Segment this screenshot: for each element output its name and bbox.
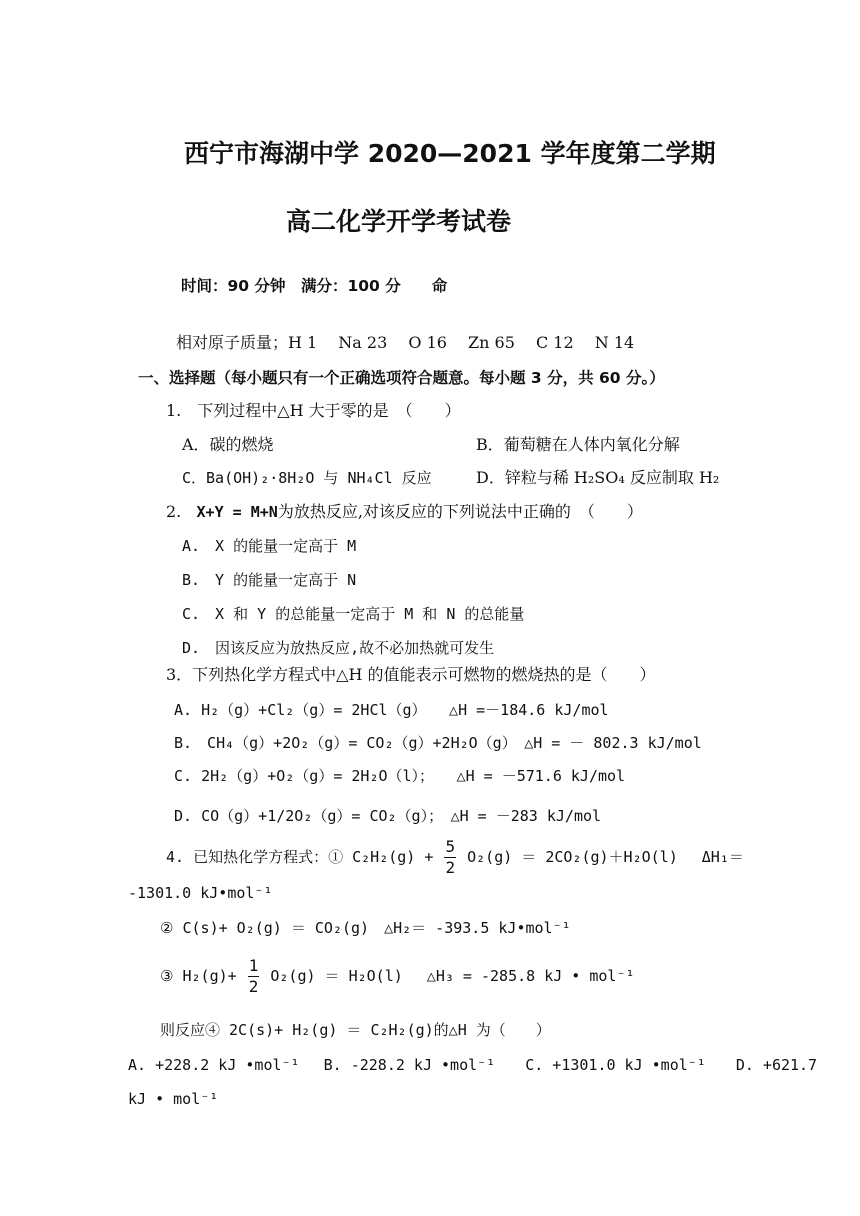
question-3-option-d: D. CO（g）+1/2O₂（g）= CO₂（g）； △H = －283 kJ/mol: [174, 807, 602, 825]
question-4-equation-2: ② C(s)+ O₂(g) ＝ CO₂(g) △H₂＝ -393.5 kJ•mol⁻¹: [160, 919, 571, 937]
question-4-stem-continuation: -1301.0 kJ•mol⁻¹: [128, 884, 273, 902]
question-2-option-c: C. X 和 Y 的总能量一定高于 M 和 N 的总能量: [182, 605, 525, 623]
equation-3-suffix: O₂(g) ＝ H₂O(l) △H₃ = -285.8 kJ • mol⁻¹: [270, 967, 635, 985]
question-4-options: A. +228.2 kJ •mol⁻¹ B. -228.2 kJ •mol⁻¹ C. +1301.0 kJ •mol⁻¹ D. +621.7: [128, 1056, 818, 1074]
question-4-stem-prefix: 4. 已知热化学方程式：① C₂H₂(g) +: [166, 848, 434, 866]
question-2-reaction: X+Y = M+N: [196, 503, 278, 521]
question-4-stem-suffix: O₂(g) ＝ 2CO₂(g)＋H₂O(l) ΔH₁＝: [467, 848, 744, 866]
question-4-options-continuation: kJ • mol⁻¹: [128, 1090, 219, 1108]
question-3-option-a: A. H₂（g）+Cl₂（g）= 2HCl（g） △H =－184.6 kJ/mol: [174, 701, 609, 719]
equation-3-prefix: ③ H₂(g)+: [160, 967, 237, 985]
question-1-option-d: D．锌粒与稀 H₂SO₄ 反应制取 H₂: [476, 468, 720, 487]
atomic-masses: 相对原子质量；H 1 Na 23 O 16 Zn 65 C 12 N 14: [176, 333, 635, 352]
fraction-2-numerator: 1: [248, 956, 259, 975]
fraction-2-denominator: 2: [248, 977, 259, 996]
question-1-option-c: C．Ba(OH)₂·8H₂O 与 NH₄Cl 反应: [182, 469, 432, 487]
question-2-option-d: D. 因该反应为放热反应,故不必加热就可发生: [182, 639, 495, 657]
question-1-stem: 1. 下列过程中△H 大于零的是 （ ）: [166, 401, 461, 420]
question-1-option-b: B．葡萄糖在人体内氧化分解: [476, 435, 680, 454]
question-2-stem: [166, 501, 643, 523]
question-1-option-a: A．碳的燃烧: [182, 435, 274, 454]
question-3-stem: 3．下列热化学方程式中△H 的值能表示可燃物的燃烧热的是（ ）: [166, 665, 656, 684]
question-2-option-a: A. X 的能量一定高于 M: [182, 537, 357, 555]
fraction-five-halves: [444, 837, 456, 878]
fraction-1-numerator: 5: [445, 837, 456, 856]
question-3-option-b: B. CH₄（g）+2O₂（g）= CO₂（g）+2H₂O（g） △H = － 802.3 kJ/mol: [174, 734, 702, 752]
fraction-1-denominator: 2: [445, 858, 456, 877]
question-4-equation-3: [160, 955, 635, 997]
question-3-option-c: C. 2H₂（g）+O₂（g）= 2H₂O（l）； △H = －571.6 kJ/mol: [174, 767, 626, 785]
question-4-stem: [166, 836, 744, 878]
question-4-question: 则反应④ 2C(s)+ H₂(g) ＝ C₂H₂(g)的△H 为（ ）: [160, 1021, 551, 1039]
section-heading: 一、选择题（每小题只有一个正确选项符合题意。每小题 3 分，共 60 分。）: [138, 369, 665, 387]
exam-time-info: 时间：90 分钟 满分：100 分 命: [181, 277, 448, 295]
exam-title-line1: 西宁市海湖中学 2020—2021 学年度第二学期: [184, 139, 716, 168]
question-2-number: 2.: [166, 502, 182, 521]
question-2-stem-text: 为放热反应,对该反应的下列说法中正确的 （ ）: [277, 502, 643, 521]
question-2-option-b: B. Y 的能量一定高于 N: [182, 571, 357, 589]
fraction-one-half: [248, 956, 260, 997]
exam-title-line2: 高二化学开学考试卷: [286, 207, 512, 236]
